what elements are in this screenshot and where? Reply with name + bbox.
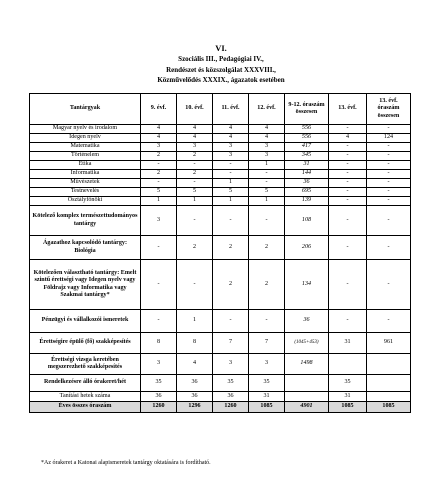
value-cell (177, 260, 213, 310)
cell-value: 1260 (152, 403, 165, 410)
cell-value: 2 (264, 243, 269, 250)
table-row (30, 402, 411, 413)
cell-value: - (346, 161, 349, 168)
cell-value: 1 (192, 197, 197, 204)
value-cell (367, 310, 411, 333)
cell-value: 2 (192, 152, 197, 159)
value-cell (177, 206, 213, 236)
cell-value: 695 (301, 188, 312, 195)
cell-value: 4 (192, 125, 197, 132)
table-row (30, 143, 411, 152)
subject-name-cell: Érettségire épülő (fő) szakképesítés (30, 333, 141, 354)
cell-value: 3 (156, 143, 161, 150)
value-cell (249, 402, 285, 413)
value-cell (285, 236, 329, 260)
cell-value: - (346, 188, 349, 195)
cell-value: 4 (228, 134, 233, 141)
header-grade-10: 10. évf. (177, 94, 213, 125)
value-cell (329, 143, 367, 152)
cell-value: 144 (301, 170, 312, 177)
value-cell (213, 152, 249, 161)
table-row (30, 170, 411, 179)
cell-value: - (193, 161, 196, 168)
table-body (30, 125, 411, 413)
subject-name-cell: Informatika (30, 170, 141, 179)
cell-value: 31 (303, 161, 310, 168)
cell-note: (1045+453) (294, 340, 319, 346)
value-cell (367, 134, 411, 143)
cell-value: - (265, 179, 268, 186)
value-cell (367, 179, 411, 188)
value-cell (285, 197, 329, 206)
cell-value: - (193, 280, 196, 287)
cell-value: 206 (301, 243, 312, 250)
cell-value: 1 (264, 161, 269, 168)
cell-value: - (346, 216, 349, 223)
cell-value: 4 (264, 125, 269, 132)
value-cell (177, 392, 213, 402)
value-cell (177, 170, 213, 179)
value-cell (367, 143, 411, 152)
value-cell (367, 392, 411, 402)
subject-name-cell: Osztályfőnöki (30, 197, 141, 206)
cell-value: 8 (156, 339, 161, 346)
value-cell (177, 134, 213, 143)
value-cell (213, 197, 249, 206)
value-cell (249, 179, 285, 188)
cell-value: 124 (383, 134, 394, 141)
header-grade-12: 12. évf. (249, 94, 285, 125)
value-cell (249, 125, 285, 134)
table-row (30, 260, 411, 310)
value-cell (367, 375, 411, 392)
value-cell (141, 143, 177, 152)
value-cell (285, 402, 329, 413)
cell-value: - (346, 152, 349, 159)
table-row (30, 310, 411, 333)
table-row (30, 375, 411, 392)
value-cell (213, 179, 249, 188)
value-cell (329, 310, 367, 333)
cell-value: 4 (228, 125, 233, 132)
cell-value: 7 (228, 339, 233, 346)
value-cell (285, 143, 329, 152)
value-cell (367, 236, 411, 260)
cell-value: 4 (192, 360, 197, 367)
table-row (30, 333, 411, 354)
cell-value: 5 (192, 188, 197, 195)
value-cell (213, 161, 249, 170)
subject-name-cell: Művészetek (30, 179, 141, 188)
table-row (30, 152, 411, 161)
value-cell (329, 206, 367, 236)
value-cell (141, 333, 177, 354)
cell-value: 2 (192, 243, 197, 250)
cell-value: 1085 (382, 403, 395, 410)
cell-value: 417 (301, 143, 312, 150)
cell-value: - (229, 216, 232, 223)
value-cell (249, 333, 285, 354)
value-cell (285, 134, 329, 143)
subject-name-cell: Magyar nyelv és irodalom (30, 125, 141, 134)
cell-value: 35 (263, 379, 270, 386)
cell-value: - (229, 161, 232, 168)
cell-value: - (387, 170, 390, 177)
cell-value: - (387, 188, 390, 195)
subject-name-cell: Kötelezően választható tantárgy: Emelt szintű érettségi vagy Idegen nyelv vagy Földrajz vagy Informatika vagy Szakmai tantárgy* (30, 260, 141, 310)
table-row (30, 206, 411, 236)
cell-value: 2 (156, 170, 161, 177)
value-cell (367, 125, 411, 134)
value-cell (141, 402, 177, 413)
value-cell (249, 354, 285, 375)
value-cell (177, 236, 213, 260)
section-roman-numeral: VI. (215, 43, 227, 53)
value-cell (177, 125, 213, 134)
value-cell (213, 188, 249, 197)
cell-value: 2 (264, 280, 269, 287)
value-cell (329, 179, 367, 188)
value-cell (141, 197, 177, 206)
cell-value: - (157, 317, 160, 324)
cell-value: 134 (301, 280, 312, 287)
cell-value: 1 (156, 197, 161, 204)
value-cell (249, 170, 285, 179)
cell-value: 8 (192, 339, 197, 346)
cell-value: 139 (301, 197, 312, 204)
cell-value: 35 (344, 379, 351, 386)
cell-value: 4 (345, 134, 350, 141)
header-grade-11: 11. évf. (213, 94, 249, 125)
section-title (0, 54, 442, 86)
cell-value: - (265, 216, 268, 223)
value-cell (249, 260, 285, 310)
value-cell (141, 392, 177, 402)
header-subjects: Tantárgyak (30, 94, 141, 125)
cell-value: 5 (264, 188, 269, 195)
cell-value: - (346, 317, 349, 324)
cell-value: 1498 (300, 360, 313, 367)
cell-value: - (387, 161, 390, 168)
value-cell (141, 125, 177, 134)
value-cell (213, 206, 249, 236)
value-cell (329, 125, 367, 134)
value-cell (177, 152, 213, 161)
value-cell (285, 206, 329, 236)
value-cell (177, 310, 213, 333)
cell-value: 3 (192, 143, 197, 150)
value-cell (213, 260, 249, 310)
cell-value: - (346, 125, 349, 132)
value-cell (249, 134, 285, 143)
subject-name-cell: Érettségi vizsga keretében megszerezhető szakképesítés (30, 354, 141, 375)
value-cell (285, 170, 329, 179)
table-row (30, 188, 411, 197)
footnote: *Az órakeret a Katonai alapismeretek tantárgy oktatására is fordítható. (41, 460, 211, 466)
cell-value: 35 (227, 379, 234, 386)
subject-name-cell: Rendelkezésre álló órakeret/hét (30, 375, 141, 392)
cell-value: 1 (228, 179, 233, 186)
value-cell (177, 179, 213, 188)
cell-value: 108 (301, 216, 312, 223)
value-cell (141, 260, 177, 310)
cell-value: 3 (156, 216, 161, 223)
cell-value: 31 (263, 392, 270, 399)
cell-value: 3 (264, 143, 269, 150)
cell-value: 3 (264, 360, 269, 367)
table-row (30, 236, 411, 260)
table-header-row (30, 94, 411, 125)
cell-value: 1 (264, 197, 269, 204)
value-cell (329, 134, 367, 143)
value-cell (177, 143, 213, 152)
value-cell (213, 392, 249, 402)
subject-name-cell: Éves összes óraszám (30, 402, 141, 413)
value-cell (141, 354, 177, 375)
subject-name-cell: Tanítási hetek száma (30, 392, 141, 402)
value-cell (249, 152, 285, 161)
value-cell (367, 170, 411, 179)
value-cell (367, 206, 411, 236)
table-row (30, 392, 411, 402)
cell-value: 3 (228, 143, 233, 150)
title-line-3: Közművelődés XXXIX., ágazatok esetében (157, 76, 285, 84)
value-cell (249, 236, 285, 260)
cell-value: 3 (264, 152, 269, 159)
cell-value: 2 (228, 243, 233, 250)
cell-value: 36 (303, 317, 310, 324)
value-cell (141, 206, 177, 236)
value-cell (285, 188, 329, 197)
cell-value: - (346, 197, 349, 204)
cell-value: 5 (228, 188, 233, 195)
cell-value: 36 (155, 392, 162, 399)
value-cell (285, 161, 329, 170)
value-cell (213, 354, 249, 375)
cell-value: - (387, 317, 390, 324)
cell-value: 4 (264, 134, 269, 141)
value-cell (177, 188, 213, 197)
value-cell (213, 402, 249, 413)
value-cell (329, 197, 367, 206)
cell-value: 556 (301, 134, 312, 141)
value-cell (141, 170, 177, 179)
subjects-table (29, 93, 411, 413)
cell-value: 1085 (341, 403, 354, 410)
cell-value: 36 (191, 392, 198, 399)
value-cell (141, 236, 177, 260)
value-cell (329, 188, 367, 197)
value-cell (329, 152, 367, 161)
value-cell (329, 375, 367, 392)
value-cell (367, 354, 411, 375)
value-cell (329, 236, 367, 260)
value-cell (141, 310, 177, 333)
subject-name-cell: Pénzügyi és vállalkozói ismeretek (30, 310, 141, 333)
title-line-2: Rendészet és közszolgálat XXXVIII., (166, 65, 276, 74)
cell-value: - (157, 280, 160, 287)
value-cell (249, 310, 285, 333)
value-cell (367, 402, 411, 413)
subject-name-cell: Ágazathoz kapcsolódó tantárgy: Biológia (30, 236, 141, 260)
value-cell (367, 197, 411, 206)
value-cell (367, 188, 411, 197)
subject-name-cell: Kötelező komplex természettudományos tantárgy (30, 206, 141, 236)
table-row (30, 197, 411, 206)
cell-value: - (387, 197, 390, 204)
title-line-1: Szociális III., Pedagógiai IV., (178, 55, 264, 63)
cell-value: 1296 (188, 403, 201, 410)
value-cell (329, 170, 367, 179)
value-cell (329, 333, 367, 354)
value-cell (213, 333, 249, 354)
cell-value: 345 (301, 152, 312, 159)
value-cell (213, 310, 249, 333)
value-cell (141, 152, 177, 161)
value-cell (249, 188, 285, 197)
value-cell (177, 354, 213, 375)
value-cell (177, 333, 213, 354)
cell-value: - (387, 143, 390, 150)
cell-value: 3 (156, 360, 161, 367)
header-grade-9: 9. évf. (141, 94, 177, 125)
table-row (30, 354, 411, 375)
cell-value: - (346, 170, 349, 177)
cell-value: - (157, 179, 160, 186)
value-cell (285, 333, 329, 354)
cell-value: - (387, 125, 390, 132)
header-grade-13: 13. évf. (329, 94, 367, 125)
cell-value: 36 (227, 392, 234, 399)
header-total-13: 13. évf. óraszám összesen (367, 94, 411, 125)
value-cell (329, 392, 367, 402)
value-cell (285, 125, 329, 134)
value-cell (213, 143, 249, 152)
cell-value: - (265, 170, 268, 177)
cell-value: - (387, 152, 390, 159)
subject-name-cell: Történelem (30, 152, 141, 161)
value-cell (249, 161, 285, 170)
value-cell (285, 375, 329, 392)
value-cell (285, 179, 329, 188)
value-cell (367, 161, 411, 170)
value-cell (141, 188, 177, 197)
cell-value: 2 (228, 280, 233, 287)
table-row (30, 125, 411, 134)
cell-value: 7 (264, 339, 269, 346)
value-cell (213, 375, 249, 392)
table-row (30, 161, 411, 170)
cell-value: 4 (156, 125, 161, 132)
subject-name-cell: Etika (30, 161, 141, 170)
cell-value: 31 (344, 339, 351, 346)
value-cell (141, 179, 177, 188)
cell-value: - (346, 280, 349, 287)
cell-value: 36 (303, 179, 310, 186)
cell-value: - (157, 161, 160, 168)
cell-value: - (265, 317, 268, 324)
subject-name-cell: Idegen nyelv (30, 134, 141, 143)
cell-value: 1260 (224, 403, 237, 410)
value-cell (249, 392, 285, 402)
cell-value: - (387, 280, 390, 287)
cell-value: 4 (192, 134, 197, 141)
cell-value: 2 (192, 170, 197, 177)
value-cell (285, 260, 329, 310)
cell-value: 3 (228, 360, 233, 367)
table-row (30, 179, 411, 188)
cell-value: 1085 (260, 403, 273, 410)
cell-value: - (193, 216, 196, 223)
value-cell (141, 134, 177, 143)
value-cell (249, 375, 285, 392)
value-cell (249, 143, 285, 152)
value-cell (367, 152, 411, 161)
value-cell (177, 161, 213, 170)
value-cell (285, 310, 329, 333)
subject-name-cell: Testnevelés (30, 188, 141, 197)
value-cell (177, 375, 213, 392)
cell-value: - (387, 216, 390, 223)
value-cell (213, 170, 249, 179)
cell-value: - (346, 179, 349, 186)
cell-value: - (229, 170, 232, 177)
cell-value: 556 (301, 125, 312, 132)
value-cell (141, 375, 177, 392)
value-cell (141, 161, 177, 170)
cell-value: 1 (228, 197, 233, 204)
value-cell (329, 354, 367, 375)
cell-value: 35 (155, 379, 162, 386)
subject-name-cell: Matematika (30, 143, 141, 152)
cell-value: 4901 (300, 403, 313, 410)
cell-value: - (387, 243, 390, 250)
header-total-9-12: 9-12. óraszám összesen (285, 94, 329, 125)
value-cell (213, 134, 249, 143)
cell-value: 5 (156, 188, 161, 195)
cell-value: - (387, 179, 390, 186)
value-cell (285, 354, 329, 375)
cell-value: - (157, 243, 160, 250)
table-row (30, 134, 411, 143)
value-cell (329, 402, 367, 413)
value-cell (367, 333, 411, 354)
value-cell (249, 197, 285, 206)
cell-value: - (346, 243, 349, 250)
value-cell (213, 125, 249, 134)
cell-value: 961 (383, 339, 394, 346)
cell-value: 4 (156, 134, 161, 141)
value-cell (177, 197, 213, 206)
value-cell (367, 260, 411, 310)
value-cell (285, 152, 329, 161)
cell-value: 1 (192, 317, 197, 324)
cell-value: - (229, 317, 232, 324)
value-cell (285, 392, 329, 402)
value-cell (329, 260, 367, 310)
cell-value: 3 (228, 152, 233, 159)
value-cell (213, 236, 249, 260)
cell-value: - (193, 179, 196, 186)
value-cell (329, 161, 367, 170)
cell-value: 31 (344, 392, 351, 399)
value-cell (177, 402, 213, 413)
cell-value: - (346, 143, 349, 150)
cell-value: 2 (156, 152, 161, 159)
cell-value: 36 (191, 379, 198, 386)
value-cell (249, 206, 285, 236)
